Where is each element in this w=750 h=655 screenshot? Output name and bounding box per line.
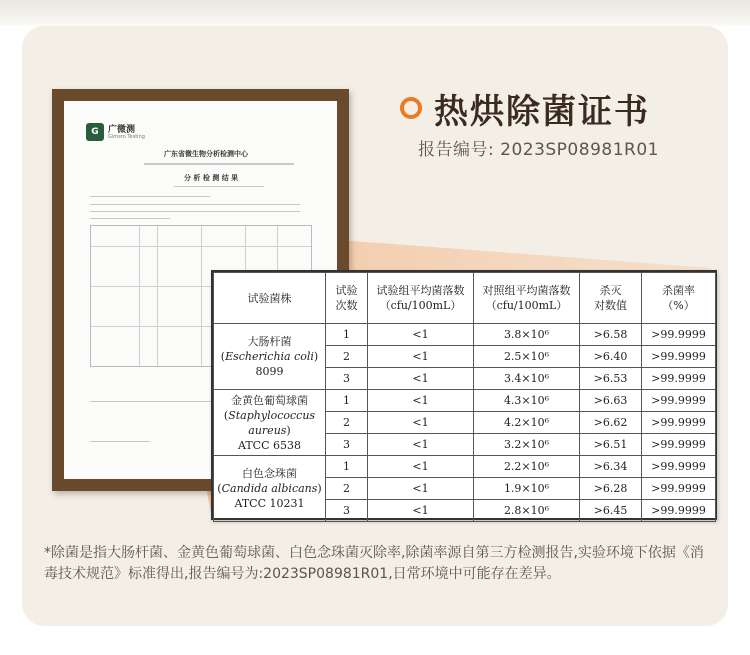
certificate-doc-title: 分 析 检 测 结 果 xyxy=(184,174,239,182)
lab-logo-icon: G xyxy=(86,123,104,141)
control-count: 1.9×10⁶ xyxy=(474,478,580,500)
trial-number: 3 xyxy=(326,368,368,390)
certificate-text-line xyxy=(90,211,300,212)
lab-logo-name: 广微测 xyxy=(108,125,136,135)
table-header-row xyxy=(214,273,716,324)
report-number: 报告编号: 2023SP08981R01 xyxy=(418,140,659,160)
header-trial: 试验 次数 xyxy=(326,273,368,324)
log-value: >6.45 xyxy=(580,500,642,522)
strain-cell xyxy=(214,390,326,456)
trial-number: 2 xyxy=(326,478,368,500)
strain-code: ATCC 10231 xyxy=(234,497,305,510)
mini-table-rule xyxy=(201,226,202,366)
control-count: 2.5×10⁶ xyxy=(474,346,580,368)
strain-name-latin: (Escherichia coli) xyxy=(220,350,319,363)
header-control-group: 对照组平均菌落数 （cfu/100mL） xyxy=(474,273,580,324)
log-value: >6.62 xyxy=(580,412,642,434)
results-table-zoom xyxy=(211,270,717,520)
strain-latin-text: Escherichia coli xyxy=(225,350,314,363)
trial-number: 2 xyxy=(326,346,368,368)
test-count: <1 xyxy=(368,368,474,390)
test-count: <1 xyxy=(368,324,474,346)
test-count: <1 xyxy=(368,390,474,412)
test-count: <1 xyxy=(368,500,474,522)
header-log-reduction: 杀灭 对数值 xyxy=(580,273,642,324)
control-count: 3.8×10⁶ xyxy=(474,324,580,346)
strain-name-cn: 金黄色葡萄球菌 xyxy=(231,393,308,407)
mini-table-rule xyxy=(157,226,158,366)
control-count: 3.4×10⁶ xyxy=(474,368,580,390)
trial-number: 1 xyxy=(326,390,368,412)
kill-rate: >99.9999 xyxy=(642,324,716,346)
lab-logo-subtitle: Gimsro Testing xyxy=(108,134,145,140)
certificate-text-line xyxy=(90,218,170,219)
page-title: 热烘除菌证书 xyxy=(434,91,650,132)
strain-name-cn: 白色念珠菌 xyxy=(242,467,297,480)
table-row xyxy=(214,390,716,412)
control-count: 4.2×10⁶ xyxy=(474,412,580,434)
log-value: >6.28 xyxy=(580,478,642,500)
test-count: <1 xyxy=(368,412,474,434)
certificate-text-line xyxy=(90,441,150,442)
kill-rate: >99.9999 xyxy=(642,368,716,390)
log-value: >6.34 xyxy=(580,456,642,478)
certificate-text-line xyxy=(90,204,300,205)
strain-name-latin: (Candida albicans) xyxy=(217,482,322,495)
test-count: <1 xyxy=(368,478,474,500)
control-count: 4.3×10⁶ xyxy=(474,390,580,412)
certificate-text-line xyxy=(90,196,210,197)
title-row xyxy=(400,86,650,130)
disclaimer-footnote: *除菌是指大肠杆菌、金黄色葡萄球菌、白色念珠菌灭除率,除菌率源自第三方检测报告,实验环境下依据《消毒技术规范》标准得出,报告编号为:2023SP08981R01,日常环境中可能存在差异。 xyxy=(44,545,704,582)
results-table xyxy=(213,272,716,522)
certificate-text-line xyxy=(144,163,294,165)
strain-cell xyxy=(214,456,326,522)
mini-table-rule xyxy=(139,226,140,366)
log-value: >6.51 xyxy=(580,434,642,456)
strain-latin-text: Staphylococcus aureus xyxy=(228,408,316,437)
test-count: <1 xyxy=(368,346,474,368)
log-value: >6.53 xyxy=(580,368,642,390)
trial-number: 3 xyxy=(326,434,368,456)
test-count: <1 xyxy=(368,456,474,478)
test-count: <1 xyxy=(368,434,474,456)
control-count: 2.8×10⁶ xyxy=(474,500,580,522)
log-value: >6.58 xyxy=(580,324,642,346)
kill-rate: >99.9999 xyxy=(642,390,716,412)
control-count: 2.2×10⁶ xyxy=(474,456,580,478)
header-strain: 试验菌株 xyxy=(214,273,326,324)
strain-name-latin: (Staphylococcus aureus) xyxy=(223,408,316,437)
trial-number: 3 xyxy=(326,500,368,522)
control-count: 3.2×10⁶ xyxy=(474,434,580,456)
certificate-text-line xyxy=(174,186,264,187)
trial-number: 2 xyxy=(326,412,368,434)
trial-number: 1 xyxy=(326,324,368,346)
kill-rate: >99.9999 xyxy=(642,478,716,500)
header-test-group: 试验组平均菌落数 （cfu/100mL） xyxy=(368,273,474,324)
kill-rate: >99.9999 xyxy=(642,412,716,434)
strain-latin-text: Candida albicans xyxy=(221,482,318,495)
kill-rate: >99.9999 xyxy=(642,434,716,456)
trial-number: 1 xyxy=(326,456,368,478)
table-row xyxy=(214,324,716,346)
kill-rate: >99.9999 xyxy=(642,346,716,368)
strain-code: ATCC 6538 xyxy=(237,438,301,452)
certificate-center-name: 广东省微生物分析检测中心 xyxy=(164,150,248,158)
log-value: >6.40 xyxy=(580,346,642,368)
kill-rate: >99.9999 xyxy=(642,500,716,522)
circle-bullet-icon xyxy=(400,97,422,119)
strain-name-cn: 大肠杆菌 xyxy=(247,335,292,348)
strain-code: 8099 xyxy=(255,365,284,378)
kill-rate: >99.9999 xyxy=(642,456,716,478)
header-kill-rate: 杀菌率 （%） xyxy=(642,273,716,324)
strain-cell xyxy=(214,324,326,390)
table-row xyxy=(214,456,716,478)
log-value: >6.63 xyxy=(580,390,642,412)
